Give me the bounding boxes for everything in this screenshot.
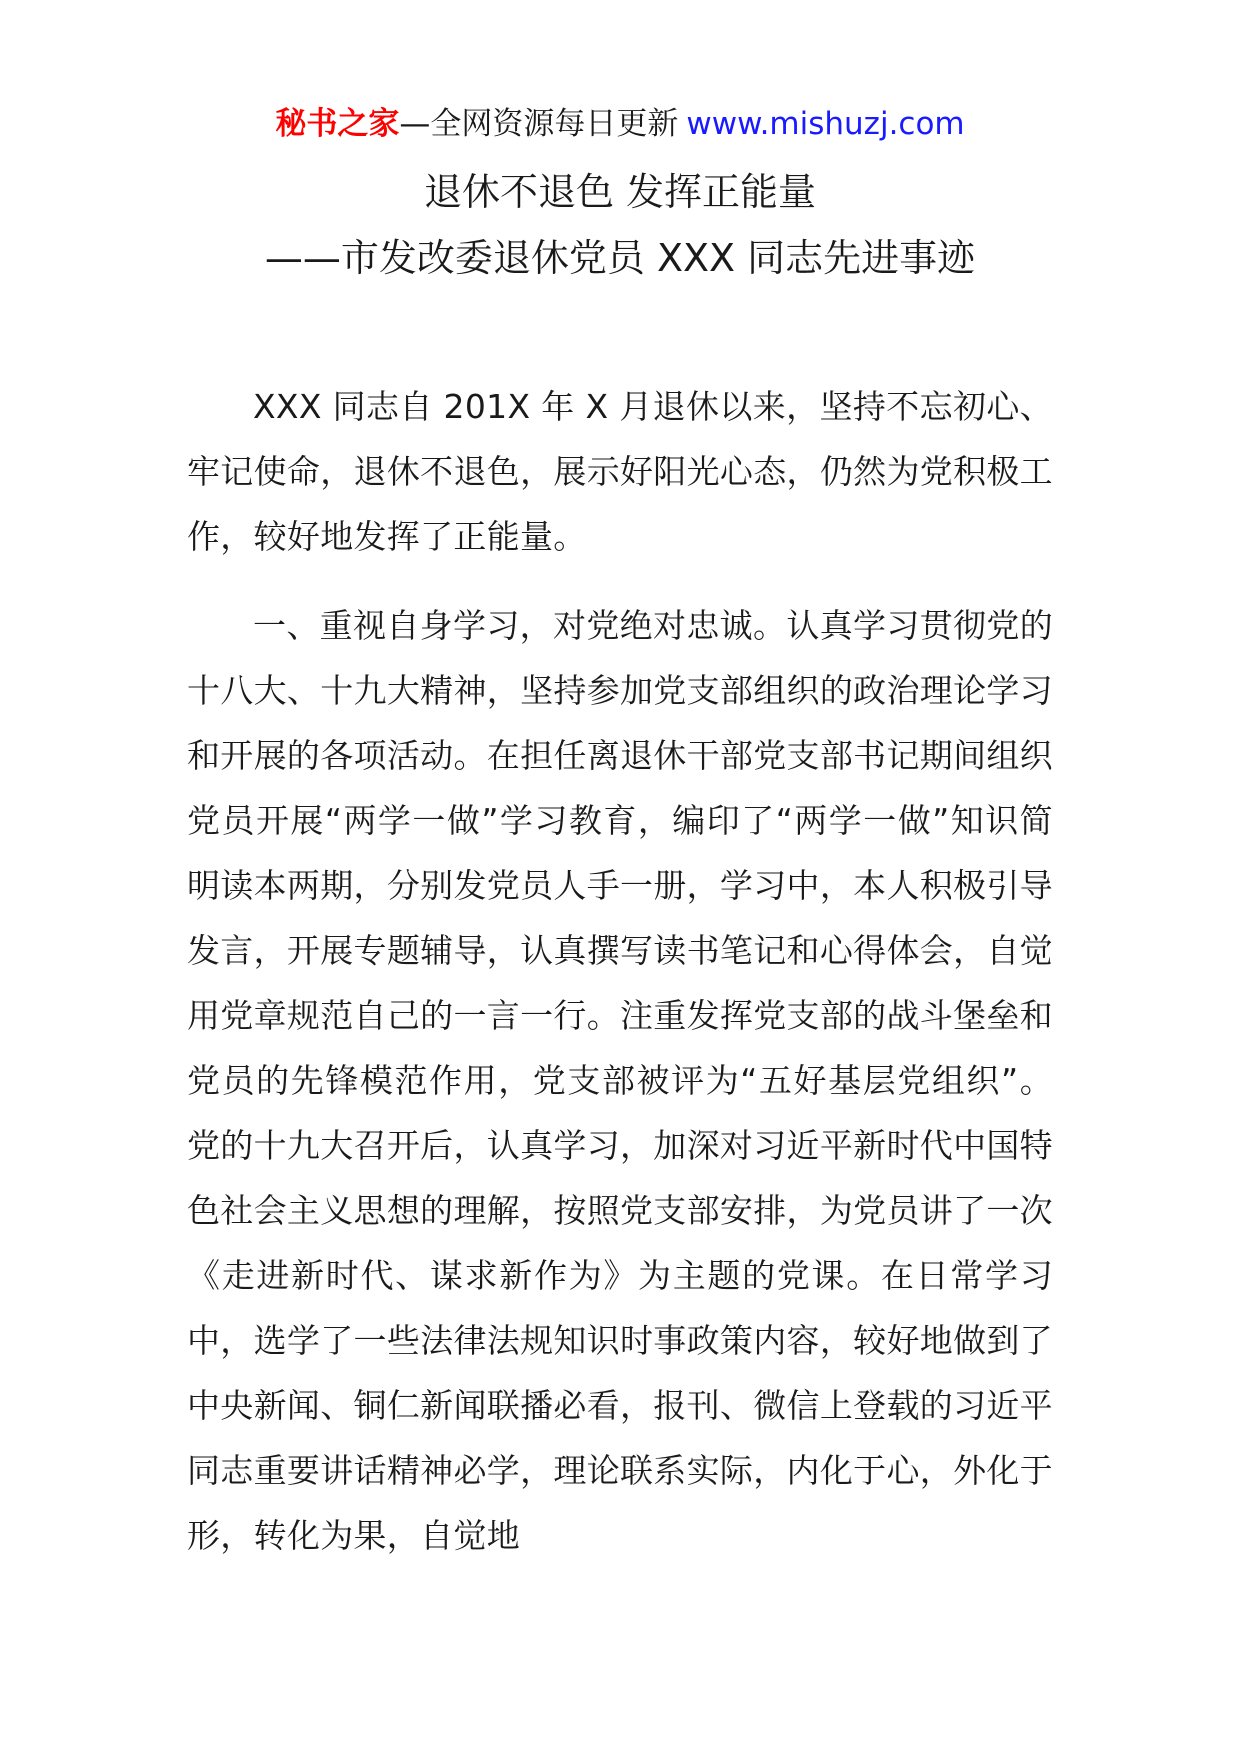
site-url-link[interactable]: www.mishuzj.com bbox=[686, 106, 965, 142]
brand-name: 秘书之家 bbox=[275, 106, 400, 142]
paragraph-section-one: 一、重视自身学习，对党绝对忠诚。认真学习贯彻党的十八大、十九大精神，坚持参加党支部组织的政治理论学习和开展的各项活动。在担任离退休干部党支部书记期间组织党员开展“两学一做”学习教育，编印了“两学一做”知识简明读本两期，分别发党员人手一册，学习中，本人积极引导发言，开展专题辅导，认真撰写读书笔记和心得体会，自觉用党章规范自己的一言一行。注重发挥党支部的战斗堡垒和党员的先锋模范作用，党支部被评为“五好基层党组织”。党的十九大召开后，认真学习，加深对习近平新时代中国特色社会主义思想的理解，按照党支部安排，为党员讲了一次《走进新时代、谋求新作为》为主题的党课。在日常学习中，选学了一些法律法规知识时事政策内容，较好地做到了中央新闻、铜仁新闻联播必看，报刊、微信上登载的习近平同志重要讲话精神必学，理论联系实际，内化于心，外化于形，转化为果，自觉地 bbox=[187, 606, 1053, 1555]
site-header bbox=[0, 102, 1240, 146]
header-tagline: —全网资源每日更新 bbox=[399, 106, 679, 142]
document-body bbox=[187, 374, 1053, 1592]
paragraph-intro: XXX 同志自 201X 年 X 月退休以来，坚持不忘初心、牢记使命，退休不退色，展示好阳光心态，仍然为党积极工作，较好地发挥了正能量。 bbox=[187, 387, 1053, 556]
document-subtitle: ——市发改委退休党员 XXX 同志先进事迹 bbox=[264, 236, 976, 280]
document-title: 退休不退色 发挥正能量 bbox=[423, 170, 817, 214]
